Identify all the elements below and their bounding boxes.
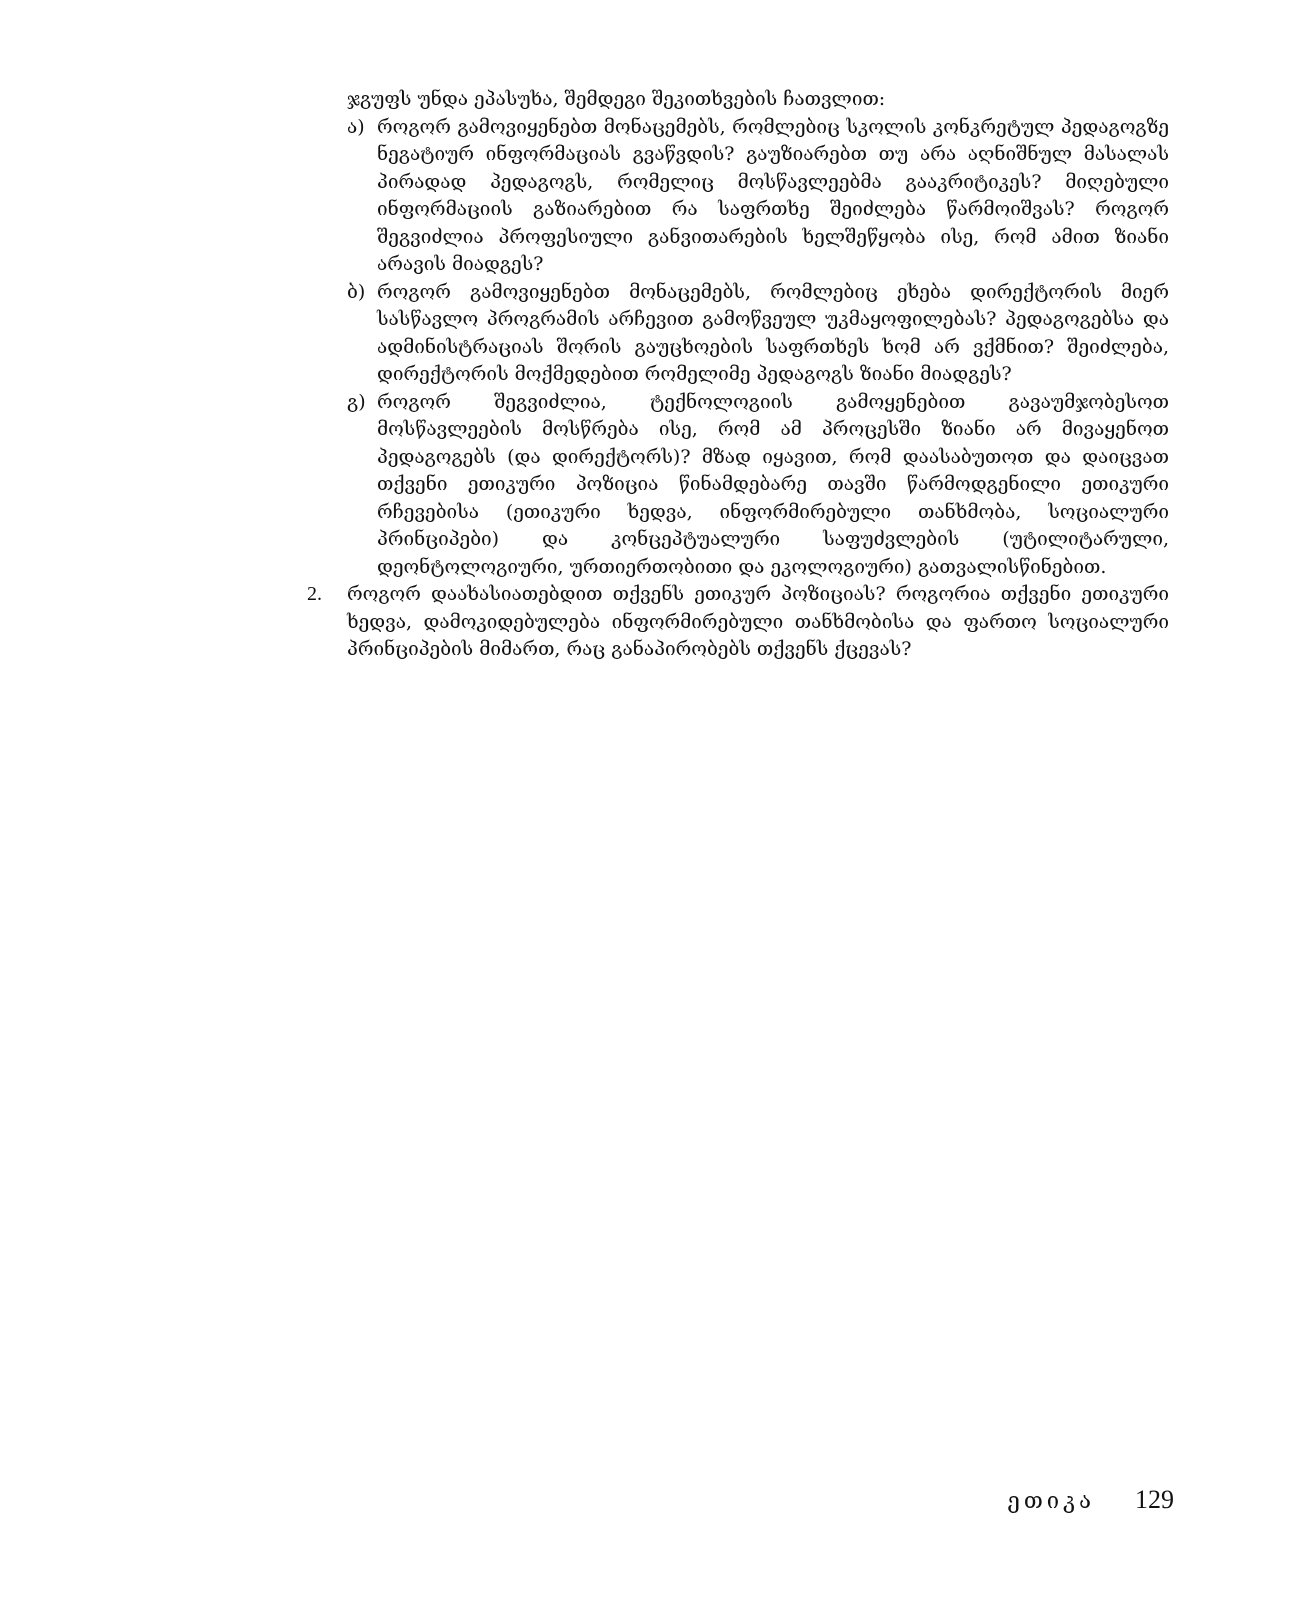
page-footer	[1008, 1485, 1175, 1515]
body-text	[307, 86, 1169, 664]
sub-item-text: როგორ გამოვიყენებთ მონაცემებს, რომლებიც ეხება დირექტორის მიერ სასწავლო პროგრამის არჩევით გამოწვეულ უკმაყოფილებას? პედაგოგებსა და ადმინისტრაციას შორის გაუცხოების საფრთხეს ხომ არ ვქმნით? შეიძლება, დირექტორის მოქმედებით რომელიმე პედაგოგს ზიანი მიადგეს?	[377, 280, 1169, 385]
page-number: 129	[1135, 1485, 1174, 1514]
sub-item-marker: გ)	[347, 390, 366, 413]
numbered-item-text: როგორ დაახასიათებდით თქვენს ეთიკურ პოზიციას? როგორია თქვენი ეთიკური ხედვა, დამოკიდებულება ინფორმირებული თანხმობისა და ფართო სოციალური პრინციპების მიმართ, რაც განაპირობებს თქვენს ქცევას?	[347, 583, 1169, 660]
sub-item-marker: ბ)	[347, 280, 366, 303]
running-title: ეთიკა	[1007, 1489, 1095, 1514]
numbered-item-2	[307, 581, 1169, 664]
sub-item-b	[347, 279, 1169, 389]
intro-paragraph: ჯგუფს უნდა ეპასუხა, შემდეგი შეკითხვების ჩათვლით:	[347, 88, 886, 110]
sub-item-g	[347, 389, 1169, 582]
sub-item-text: როგორ გამოვიყენებთ მონაცემებს, რომლებიც სკოლის კონკრეტულ პედაგოგზე ნეგატიურ ინფორმაციას გვაწვდის? გაუზიარებთ თუ არა აღნიშნულ მასალას პირადად პედაგოგს, რომელიც მოსწავლეებმა გააკრიტიკეს? მიღებული ინფორმაციის გაზიარებით რა საფრთხე შეიძლება წარმოიშვას? როგორ შეგვიძლია პროფესიული განვითარების ხელშეწყობა ისე, რომ ამით ზიანი არავის მიადგეს?	[377, 115, 1169, 275]
sub-item-a	[347, 114, 1169, 279]
numbered-item-marker: 2.	[307, 583, 322, 605]
sub-item-text: როგორ შეგვიძლია, ტექნოლოგიის გამოყენებით გავაუმჯობესოთ მოსწავლეების მოსწრება ისე, რომ ამ პროცესში ზიანი არ მივაყენოთ პედაგოგებს (და დირექტორს)? მზად იყავით, რომ დაასაბუთოთ და დაიცვათ თქვენი ეთიკური პოზიცია წინამდებარე თავში წარმოდგენილი ეთიკური რჩევებისა (ეთიკური ხედვა, ინფორმირებული თანხმობა, სოციალური პრინციპები) და კონცეპტუალური საფუძვლების (უტილიტარული, დეონტოლოგიური, ურთიერთობითი და ეკოლოგიური) გათვალისწინებით.	[377, 390, 1169, 578]
sub-item-marker: ა)	[347, 115, 365, 138]
